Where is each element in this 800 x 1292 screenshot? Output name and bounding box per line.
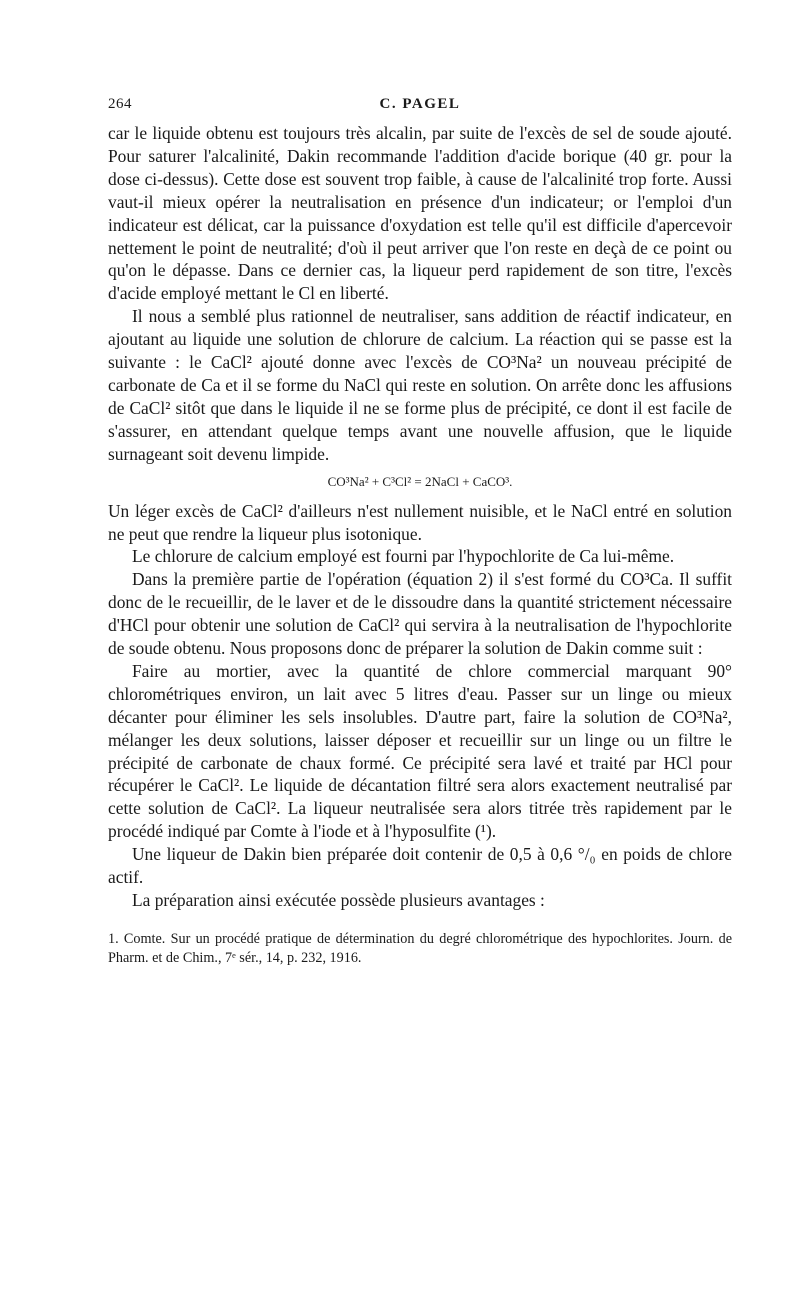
- page-number: 264: [108, 96, 132, 112]
- chemical-equation: CO³Na² + C³Cl² = 2NaCl + CaCO³.: [327, 473, 513, 489]
- paragraph-4: Le chlorure de calcium employé est fourni par l'hypochlorite de Ca lui-même.: [132, 546, 675, 567]
- paragraph-6: Faire au mortier, avec la quantité de chlore commercial marquant 90° chlorométriques environ, un lait avec 5 litres d'eau. Passer sur un linge ou mieux décanter pour éliminer les sels insolubles. D'autre part, faire la solution de CO³Na², mélanger les deux solutions, laisser déposer et recueillir sur un linge ou un filtre le précipité de carbonate de chaux formé. Ce précipité sera lavé et traité par HCl pour récupérer le CaCl². Le liquide de décantation filtré sera alors exactement neutralisé par cette solution de CaCl². La liqueur neutralisée sera alors titrée très rapidement par le procédé indiqué par Comte à l'iode et à l'hyposulfite (¹).: [108, 660, 732, 842]
- body-text: [108, 122, 732, 912]
- footnote: 1. Comte. Sur un procédé pratique de détermination du degré chlorométrique des hypochlorites. Journ. de Pharm. et de Chim., 7ᵉ sér., 14, p. 232, 1916.: [108, 930, 732, 966]
- paragraph-1: car le liquide obtenu est toujours très alcalin, par suite de l'excès de sel de soude ajouté. Pour saturer l'alcalinité, Dakin recommande l'addition d'acide borique (40 gr. pour la dose ci-dessus). Cette dose est souvent trop faible, à cause de l'alcalinité trop forte. Aussi vaut-il mieux opérer la neutralisation en présence d'un indicateur; or l'emploi d'un indicateur est délicat, car la puissance d'oxydation est telle qu'il est difficile d'apercevoir nettement le point de neutralité; d'où il peut arriver que l'on reste en deçà de ce point ou qu'on le dépasse. Dans ce dernier cas, la liqueur perd rapidement de son titre, l'excès d'acide employé mettant le Cl en liberté.: [108, 123, 732, 304]
- paragraph-2: Il nous a semblé plus rationnel de neutraliser, sans addition de réactif indicateur, en ajoutant au liquide une solution de chlorure de calcium. La réaction qui se passe est la suivante : le CaCl² ajouté donne avec l'excès de CO³Na² un nouveau précipité de carbonate de Ca et il se forme du NaCl qui reste en solution. On arrête donc les affusions de CaCl² sitôt que dans le liquide il ne se forme plus de précipité, ce dont il est facile de s'assurer, en attendant quelque temps avant une nouvelle affusion, que le liquide surnageant soit devenu limpide.: [108, 306, 732, 464]
- document-page: [108, 96, 732, 968]
- paragraph-5: Dans la première partie de l'opération (équation 2) il s'est formé du CO³Ca. Il suffit donc de le recueillir, de le laver et de le dissoudre dans la quantité strictement nécessaire d'HCl pour obtenir une solution de CaCl² qui servira à la neutralisation de l'hypochlorite de soude obtenu. Nous proposons donc de préparer la solution de Dakin comme suit :: [108, 569, 732, 659]
- page-header: [108, 96, 732, 122]
- running-head: C. PAGEL: [379, 96, 461, 112]
- paragraph-8: La préparation ainsi exécutée possède plusieurs avantages :: [132, 890, 545, 910]
- paragraph-7: Une liqueur de Dakin bien préparée doit contenir de 0,5 à 0,6 °/₀ en poids de chlore actif.: [108, 844, 732, 888]
- paragraph-3: Un léger excès de CaCl² d'ailleurs n'est nullement nuisible, et le NaCl entré en solution ne peut que rendre la liqueur plus isotonique.: [108, 500, 732, 544]
